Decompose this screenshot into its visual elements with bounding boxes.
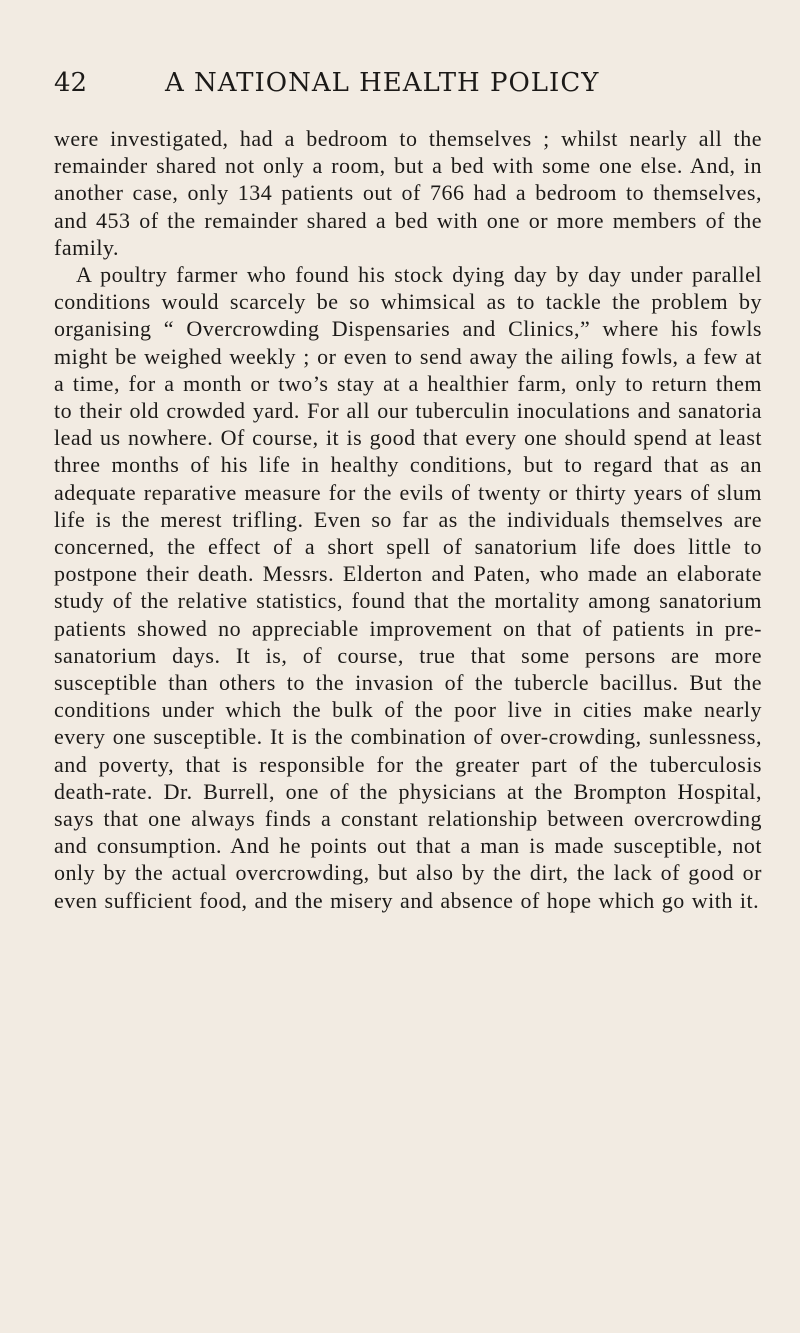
paragraph-continuation: were investigated, had a bedroom to themselves ; whilst nearly all the remainder shared not only a room, but a bed with some one else. And, in another case, only 134 patients out of 766 had a bedroom to themselves, and 453 of the remainder shared a bed with one or more members of the family. bbox=[54, 126, 762, 260]
paragraph-poultry-farmer: A poultry farmer who found his stock dying day by day under parallel conditions would scarcely be so whimsical as to tackle the problem by organising “ Overcrowding Dispensaries and Clinics,” where his fowls might be weighed weekly ; or even to send away the ailing fowls, a few at a time, for a month or two’s stay at a healthier farm, only to return them to their old crowded yard. For all our tuberculin inoculations and sanatoria lead us nowhere. Of course, it is good that every one should spend at least three months of his life in healthy conditions, but to regard that as an adequate reparative measure for the evils of twenty or thirty years of slum life is the merest trifling. Even so far as the individuals themselves are concerned, the effect of a short spell of sanatorium life does little to postpone their death. Messrs. Elderton and Paten, who made an elaborate study of the relative statistics, found that the mortality among sanatorium patients showed no appreciable improvement on that of patients in pre-sanatorium days. It is, of course, true that some persons are more susceptible than others to the invasion of the tubercle bacillus. But the conditions under which the bulk of the poor live in cities make nearly every one susceptible. It is the combination of over-crowding, sunlessness, and poverty, that is responsible for the greater part of the tuberculosis death-rate. Dr. Burrell, one of the physicians at the Brompton Hospital, says that one always finds a constant relationship between overcrowding and consumption. And he points out that a man is made susceptible, not only by the actual overcrowding, but also by the dirt, the lack of good or even sufficient food, and the misery and absence of hope which go with it. bbox=[54, 262, 762, 913]
page-number: 42 bbox=[54, 68, 88, 98]
body-text bbox=[54, 125, 762, 914]
running-title: A NATIONAL HEALTH POLICY bbox=[165, 68, 600, 98]
page-header bbox=[54, 68, 744, 108]
